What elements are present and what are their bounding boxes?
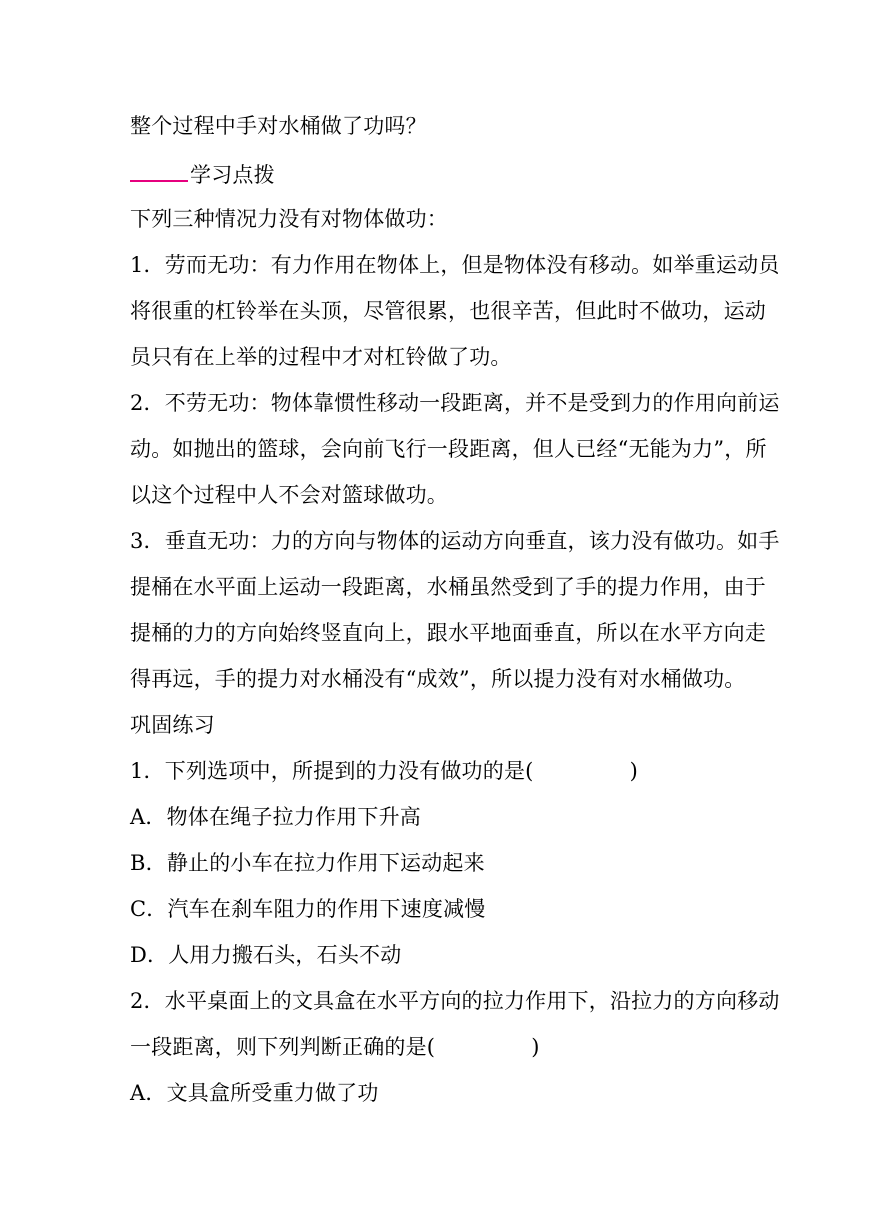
question-intro: 整个过程中手对水桶做了功吗？ xyxy=(130,114,427,138)
q1-option-d: D．人用力搬石头，石头不动 xyxy=(130,943,402,967)
study-tips-heading xyxy=(130,158,750,190)
q1-option-b: B．静止的小车在拉力作用下运动起来 xyxy=(130,851,485,875)
case1-line3: 员只有在上举的过程中才对杠铃做了功。 xyxy=(130,345,512,369)
case3-line3: 提桶的力的方向始终竖直向上，跟水平地面垂直，所以在水平方向走 xyxy=(130,621,766,645)
q2-stem-line2 xyxy=(130,1032,750,1062)
q1-stem xyxy=(130,756,750,786)
case1-line1: 1．劳而无功：有力作用在物体上，但是物体没有移动。如举重运动员 xyxy=(130,253,780,277)
q1-option-c: C．汽车在刹车阻力的作用下速度减慢 xyxy=(130,897,486,921)
q1-close-paren: ) xyxy=(629,759,638,783)
heading-blank-line xyxy=(130,158,188,182)
q2-stem-line1: 2．水平桌面上的文具盒在水平方向的拉力作用下，沿拉力的方向移动 xyxy=(130,989,780,1013)
q1-stem-text: 1．下列选项中，所提到的力没有做功的是( xyxy=(130,759,534,783)
case2-line1: 2．不劳无功：物体靠惯性移动一段距离，并不是受到力的作用向前运 xyxy=(130,391,780,415)
practice-heading: 巩固练习 xyxy=(130,713,215,737)
case1-line2: 将很重的杠铃举在头顶，尽管很累，也很辛苦，但此时不做功，运动 xyxy=(130,299,766,323)
q2-stem-text: 一段距离，则下列判断正确的是( xyxy=(130,1035,436,1059)
case3-line1: 3．垂直无功：力的方向与物体的运动方向垂直，该力没有做功。如手 xyxy=(130,529,780,553)
case2-line3: 以这个过程中人不会对篮球做功。 xyxy=(130,483,448,507)
case2-line2: 动。如抛出的篮球，会向前飞行一段距离，但人已经“无能为力”，所 xyxy=(130,437,767,461)
q2-close-paren: ) xyxy=(531,1035,540,1059)
intro-sentence: 下列三种情况力没有对物体做功： xyxy=(130,207,448,231)
q1-option-a: A．物体在绳子拉力作用下升高 xyxy=(130,805,421,829)
q2-option-a: A．文具盒所受重力做了功 xyxy=(130,1081,379,1105)
case3-line2: 提桶在水平面上运动一段距离，水桶虽然受到了手的提力作用，由于 xyxy=(130,575,766,599)
case3-line4: 得再远，手的提力对水桶没有“成效”，所以提力没有对水桶做功。 xyxy=(130,667,746,691)
study-tips-label: 学习点拨 xyxy=(190,163,275,187)
